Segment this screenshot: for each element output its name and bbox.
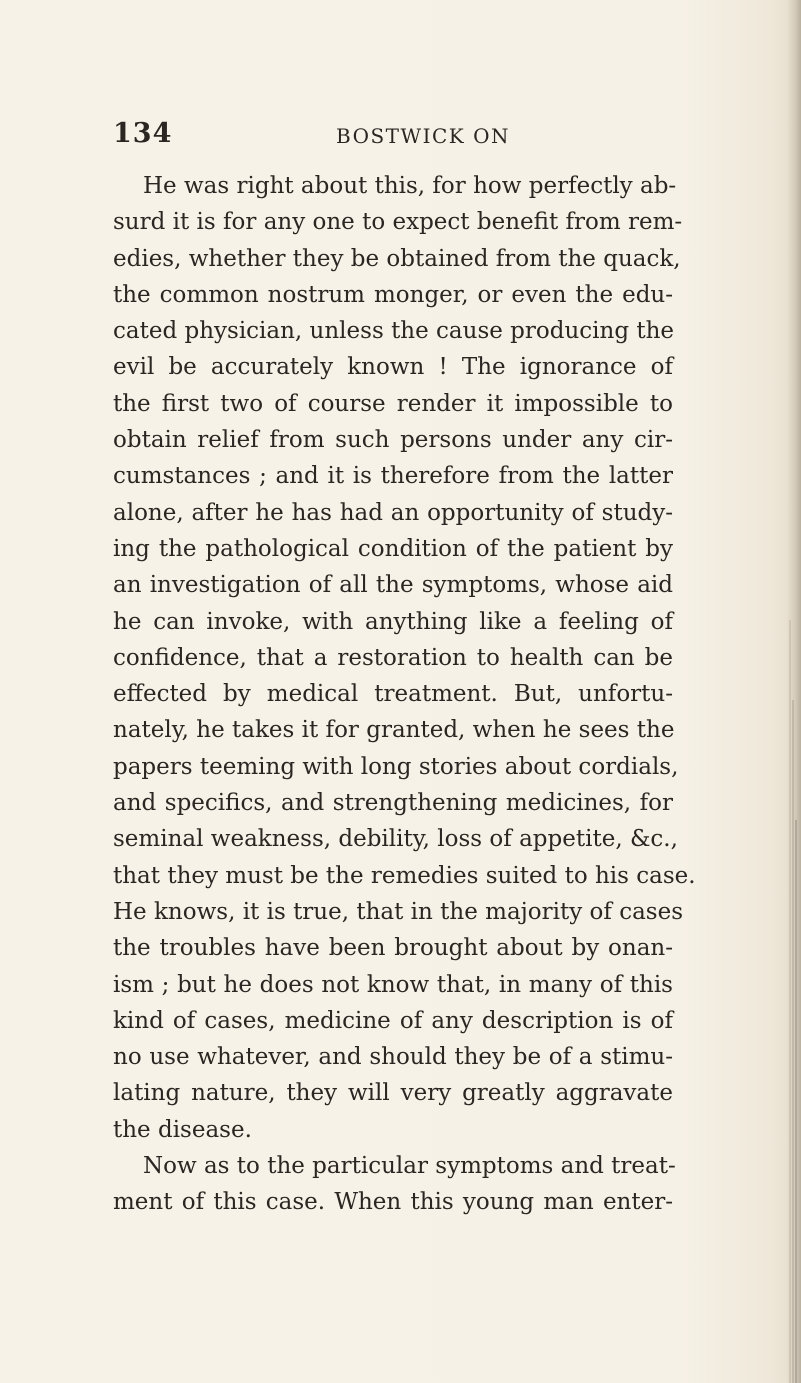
text-line: kind of cases, medicine of any description is of: [113, 1007, 673, 1034]
text-line: surd it is for any one to expect benefit from rem-: [113, 209, 683, 236]
text-line: lating nature, they will very greatly aggravate: [113, 1080, 673, 1107]
running-head: BOSTWICK ON: [336, 124, 510, 148]
text-line: the troubles have been brought about by onan-: [113, 935, 673, 962]
paragraph: [113, 168, 696, 1148]
text-line: ment of this case. When this young man enter-: [113, 1189, 673, 1216]
text-line: confidence, that a restoration to health can be: [113, 644, 673, 671]
paragraph: [113, 1148, 676, 1221]
text-line: alone, after he has had an opportunity of study-: [113, 499, 673, 526]
binding-edge-lines: [788, 620, 798, 1383]
text-line: edies, whether they be obtained from the quack,: [113, 245, 681, 272]
body-text: [113, 168, 696, 1221]
text-line: ing the pathological condition of the patient by: [113, 535, 673, 562]
text-line: no use whatever, and should they be of a stimu-: [113, 1044, 673, 1071]
text-line: an investigation of all the symptoms, whose aid: [113, 572, 673, 599]
page-header: [113, 118, 673, 158]
text-line: cumstances ; and it is therefore from the latter: [113, 463, 673, 490]
page-number: 134: [113, 118, 173, 149]
text-line: seminal weakness, debility, loss of appetite, &c.,: [113, 826, 678, 853]
text-line: He knows, it is true, that in the majority of cases: [113, 898, 684, 925]
text-line: evil be accurately known ! The ignorance of: [113, 354, 673, 381]
text-line: ism ; but he does not know that, in many of this: [113, 971, 673, 998]
text-line: obtain relief from such persons under any cir-: [113, 427, 673, 454]
text-line: papers teeming with long stories about cordials,: [113, 753, 679, 780]
text-line: effected by medical treatment. But, unfortu-: [113, 681, 673, 708]
text-line: cated physician, unless the cause producing the: [113, 318, 675, 345]
text-line: He was right about this, for how perfectly ab-: [143, 173, 677, 199]
text-line: Now as to the particular symptoms and treat-: [143, 1153, 676, 1180]
text-line: the common nostrum monger, or even the edu-: [113, 281, 673, 308]
text-line: the first two of course render it impossible to: [113, 390, 673, 417]
text-line: he can invoke, with anything like a feeling of: [113, 608, 673, 635]
text-line: and specifics, and strengthening medicines, for: [113, 790, 673, 817]
text-line: that they must be the remedies suited to his case.: [113, 862, 696, 889]
text-line: the disease.: [113, 1116, 252, 1143]
text-line: nately, he takes it for granted, when he sees the: [113, 717, 675, 744]
